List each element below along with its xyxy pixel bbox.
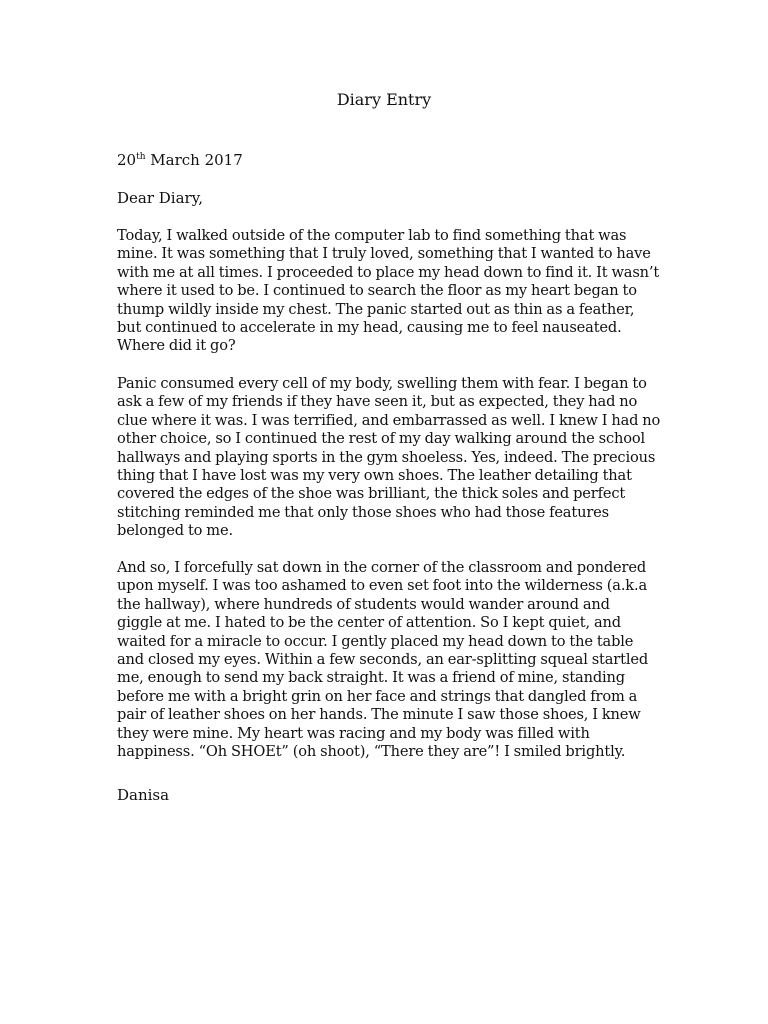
paragraph-2 bbox=[117, 375, 662, 541]
text-line: but continued to accelerate in my head, causing me to feel nauseated. bbox=[117, 319, 622, 337]
date-day: 20 bbox=[117, 151, 137, 169]
text-line: clue where it was. I was terrified, and embarrassed as well. I knew I had no bbox=[117, 411, 661, 429]
text-line: before me with a bright grin on her face and strings that dangled from a bbox=[117, 687, 638, 705]
paragraph-1 bbox=[117, 227, 662, 356]
text-line: Today, I walked outside of the computer lab to find something that was bbox=[117, 227, 627, 244]
date-month-year: March 2017 bbox=[145, 151, 243, 169]
text-line: hallways and playing sports in the gym shoeless. Yes, indeed. The precious bbox=[117, 448, 656, 466]
text-line: covered the edges of the shoe was brilliant, the thick soles and perfect bbox=[117, 485, 626, 503]
text-line: thing that I have lost was my very own shoes. The leather detailing that bbox=[117, 467, 632, 485]
text-line: ask a few of my friends if they have seen it, but as expected, they had no bbox=[117, 393, 638, 411]
text-line: mine. It was something that I truly loved, something that I wanted to have bbox=[117, 245, 651, 263]
text-line: happiness. “Oh SHOEt” (oh shoot), “There they are”! I smiled brightly. bbox=[117, 743, 626, 761]
text-line: me, enough to send my back straight. It was a friend of mine, standing bbox=[117, 669, 625, 687]
date-ordinal-suffix: th bbox=[136, 152, 146, 162]
text-line: other choice, so I continued the rest of my day walking around the school bbox=[117, 430, 646, 448]
salutation: Dear Diary, bbox=[117, 189, 203, 207]
text-line: thump wildly inside my chest. The panic started out as thin as a feather, bbox=[117, 300, 635, 318]
text-line: And so, I forcefully sat down in the corner of the classroom and pondered bbox=[117, 559, 647, 576]
text-line: giggle at me. I hated to be the center of attention. So I kept quiet, and bbox=[117, 614, 621, 632]
text-line: stitching reminded me that only those shoes who had those features bbox=[117, 503, 609, 521]
text-line: the hallway), where hundreds of students would wander around and bbox=[117, 595, 610, 613]
text-line: waited for a miracle to occur. I gently placed my head down to the table bbox=[117, 632, 634, 650]
entry-date bbox=[117, 151, 243, 169]
text-line: Where did it go? bbox=[117, 337, 236, 355]
text-line: with me at all times. I proceeded to place my head down to find it. It wasn’t bbox=[117, 263, 660, 281]
text-line: they were mine. My heart was racing and my body was filled with bbox=[117, 724, 590, 742]
text-line: pair of leather shoes on her hands. The minute I saw those shoes, I knew bbox=[117, 706, 641, 724]
paragraph-3 bbox=[117, 559, 662, 761]
text-line: and closed my eyes. Within a few seconds, an ear-splitting squeal startled bbox=[117, 651, 649, 669]
text-line: Panic consumed every cell of my body, swelling them with fear. I began to bbox=[117, 375, 647, 392]
text-line: where it used to be. I continued to search the floor as my heart began to bbox=[117, 282, 637, 300]
page-title: Diary Entry bbox=[336, 90, 432, 109]
text-line: upon myself. I was too ashamed to even set foot into the wilderness (a.k.a bbox=[117, 577, 648, 595]
signature: Danisa bbox=[117, 786, 170, 804]
text-line: belonged to me. bbox=[117, 522, 233, 540]
